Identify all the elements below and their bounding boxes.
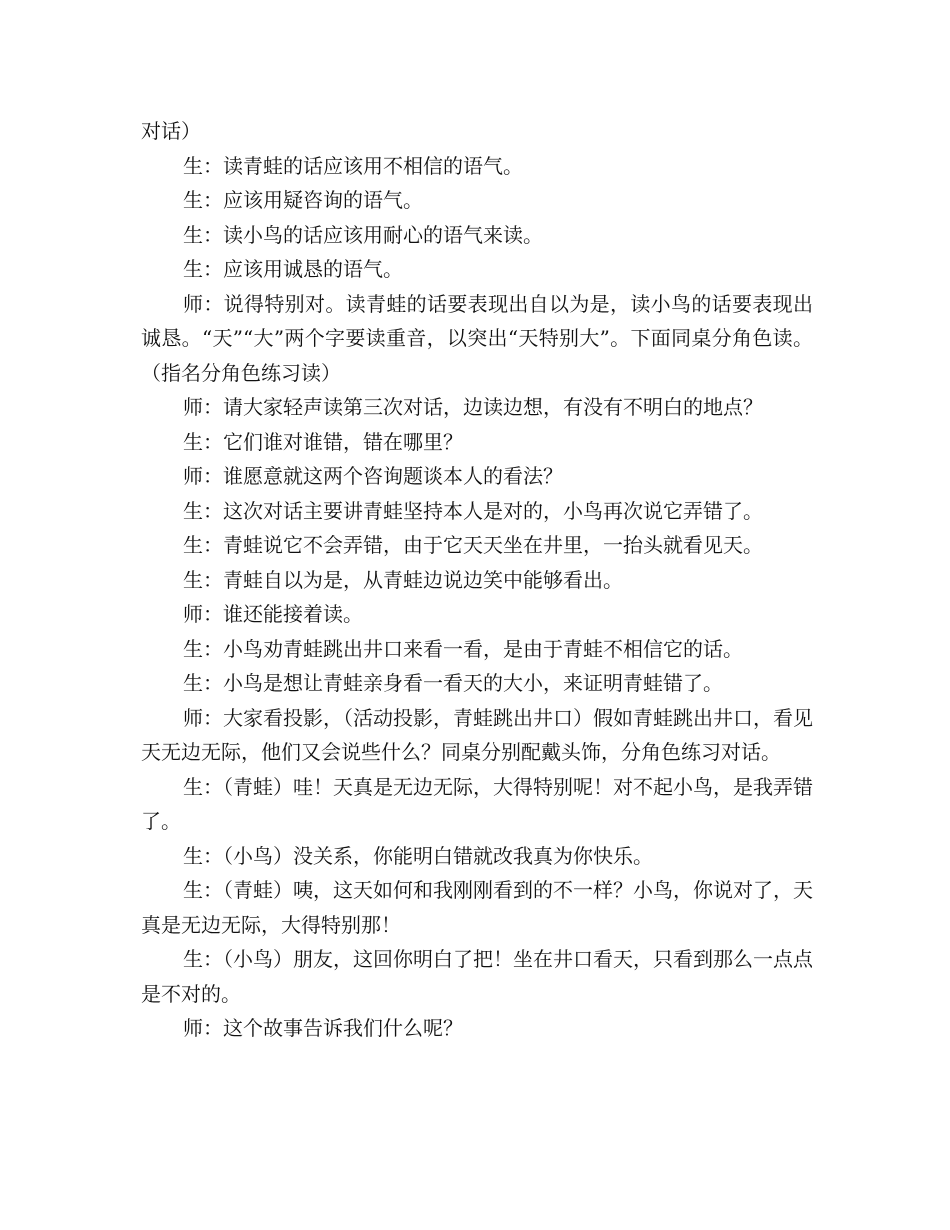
paragraph-18: 生：（小鸟）没关系，你能明白错就改我真为你快乐。 <box>183 843 653 868</box>
paragraph-9: 师：谁愿意就这两个咨询题谈本人的看法？ <box>183 464 563 488</box>
paragraph-4: 生：读小鸟的话应该用耐心的语气来读。 <box>183 222 543 247</box>
paragraph-19: 生：（青蛙）咦，这天如何和我刚刚看到的不一样？小鸟，你说对了，天真是无边无际，大得特别那！ <box>141 878 813 937</box>
paragraph-1: 对话） <box>141 119 201 143</box>
paragraph-10: 生：这次对话主要讲青蛙坚持本人是对的，小鸟再次说它弄错了。 <box>183 498 763 523</box>
paragraph-15: 生：小鸟是想让青蛙亲身看一看天的大小，来证明青蛙错了。 <box>183 671 723 695</box>
paragraph-5: 生：应该用诚恳的语气。 <box>183 257 403 281</box>
document-body <box>141 114 813 1046</box>
paragraph-17: 生：（青蛙）哇！天真是无边无际，大得特别呢！对不起小鸟，是我弄错了。 <box>141 774 813 833</box>
paragraph-6: 师：说得特别对。读青蛙的话要表现出自以为是，读小鸟的话要表现出诚恳。“天”“大”两个字要读重音，以突出“天特别大”。下面同桌分角色读。（指名分角色练习读） <box>141 291 813 385</box>
paragraph-21: 师：这个故事告诉我们什么呢？ <box>183 1016 463 1040</box>
paragraph-16: 师：大家看投影，（活动投影，青蛙跳出井口）假如青蛙跳出井口，看见天无边无际，他们又会说些什么？同桌分别配戴头饰，分角色练习对话。 <box>141 705 813 764</box>
paragraph-12: 生：青蛙自以为是，从青蛙边说边笑中能够看出。 <box>183 567 623 592</box>
paragraph-20: 生：（小鸟）朋友，这回你明白了把！坐在井口看天，只看到那么一点点是不对的。 <box>141 947 813 1006</box>
paragraph-3: 生：应该用疑咨询的语气。 <box>183 188 423 212</box>
paragraph-8: 生：它们谁对谁错，错在哪里？ <box>183 429 463 454</box>
paragraph-13: 师：谁还能接着读。 <box>183 602 363 626</box>
paragraph-14: 生：小鸟劝青蛙跳出井口来看一看，是由于青蛙不相信它的话。 <box>183 636 743 661</box>
paragraph-2: 生：读青蛙的话应该用不相信的语气。 <box>183 153 523 178</box>
paragraph-11: 生：青蛙说它不会弄错，由于它天天坐在井里，一抬头就看见天。 <box>183 533 763 557</box>
paragraph-7: 师：请大家轻声读第三次对话，边读边想，有没有不明白的地点？ <box>183 395 763 419</box>
